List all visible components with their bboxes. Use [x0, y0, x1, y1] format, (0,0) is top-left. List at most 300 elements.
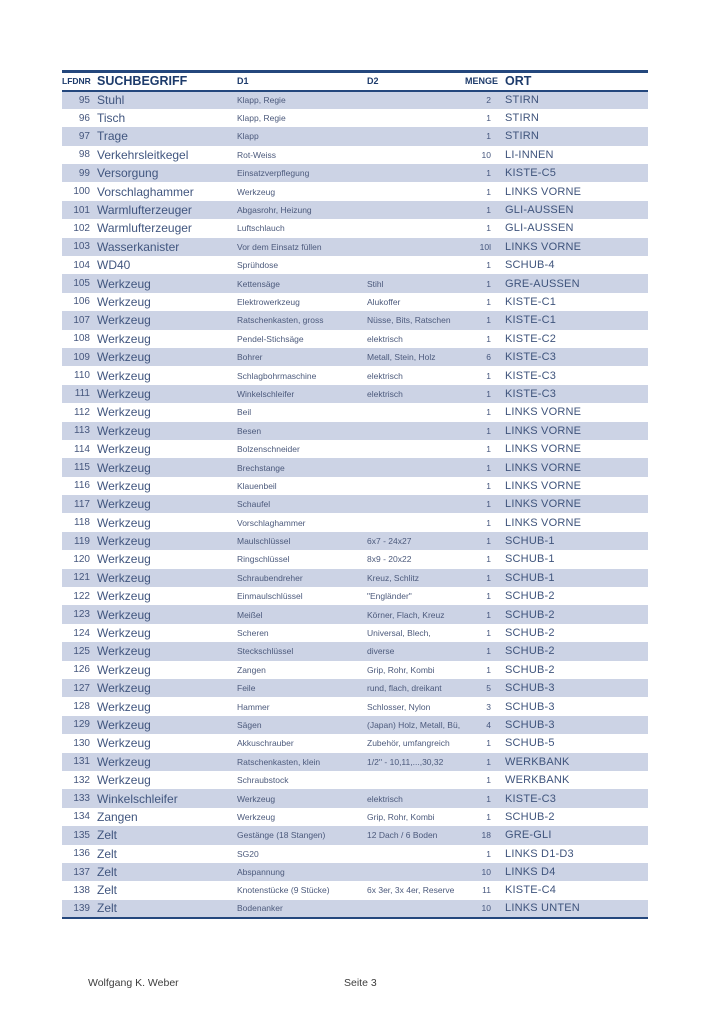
- cell-ort: GRE-GLI: [505, 829, 552, 842]
- cell-d1: Werkzeug: [237, 811, 276, 822]
- cell-menge: 1: [486, 278, 491, 289]
- table-row: [62, 458, 648, 476]
- cell-lfdnr: 126: [73, 664, 90, 676]
- cell-suchbegriff: Trage: [97, 129, 128, 144]
- cell-d1: Ringschlüssel: [237, 554, 290, 565]
- cell-lfdnr: 137: [73, 866, 90, 878]
- table-row: [62, 330, 648, 348]
- table-row: [62, 495, 648, 513]
- cell-d2: Grip, Rohr, Kombi: [367, 811, 435, 822]
- cell-d1: Einmaulschlüssel: [237, 591, 303, 602]
- cell-ort: KISTE-C3: [505, 792, 557, 805]
- cell-suchbegriff: Verkehrsleitkegel: [97, 147, 189, 162]
- table-row: [62, 164, 648, 182]
- cell-suchbegriff: Werkzeug: [97, 717, 151, 732]
- cell-d1: Winkelschleifer: [237, 388, 295, 399]
- table-row: [62, 679, 648, 697]
- cell-ort: KISTE-C3: [505, 369, 557, 382]
- cell-ort: LINKS VORNE: [505, 479, 582, 492]
- cell-d2: "Engländer": [367, 591, 412, 602]
- cell-ort: KISTE-C2: [505, 332, 557, 345]
- cell-suchbegriff: Werkzeug: [97, 773, 151, 788]
- cell-d2: [367, 164, 465, 182]
- cell-menge: 1: [486, 756, 491, 767]
- cell-menge: 1: [486, 260, 491, 271]
- cell-lfdnr: 104: [73, 259, 90, 271]
- cell-lfdnr: 117: [74, 498, 90, 510]
- cell-menge: 5: [486, 683, 491, 694]
- cell-lfdnr: 121: [73, 572, 90, 584]
- cell-suchbegriff: Werkzeug: [97, 589, 151, 604]
- cell-lfdnr: 129: [73, 719, 90, 731]
- cell-lfdnr: 111: [74, 388, 90, 400]
- cell-lfdnr: 116: [74, 480, 90, 492]
- cell-d1: Klapp, Regie: [237, 113, 286, 124]
- cell-ort: LINKS D1-D3: [505, 847, 574, 860]
- cell-lfdnr: 101: [73, 204, 90, 216]
- cell-lfdnr: 95: [78, 94, 90, 106]
- cell-d2: elektrisch: [367, 388, 403, 399]
- table-row: [62, 716, 648, 734]
- cell-d2: elektrisch: [367, 793, 403, 804]
- cell-d1: Sprühdose: [237, 260, 279, 271]
- cell-lfdnr: 114: [74, 443, 90, 455]
- cell-suchbegriff: Zelt: [97, 901, 118, 916]
- table-header: [62, 72, 648, 91]
- cell-d1: Werkzeug: [237, 186, 276, 197]
- cell-d1: Steckschlüssel: [237, 646, 294, 657]
- cell-lfdnr: 105: [73, 278, 90, 290]
- cell-ort: STIRN: [505, 130, 539, 143]
- cell-suchbegriff: Werkzeug: [97, 754, 151, 769]
- footer-page-number: Seite 3: [344, 977, 377, 989]
- cell-lfdnr: 122: [73, 590, 90, 602]
- cell-lfdnr: 97: [78, 130, 90, 142]
- cell-suchbegriff: Zelt: [97, 883, 118, 898]
- cell-menge: 1: [486, 223, 491, 234]
- cell-ort: KISTE-C1: [505, 295, 557, 308]
- cell-lfdnr: 108: [73, 333, 90, 345]
- cell-suchbegriff: Zelt: [97, 846, 118, 861]
- cell-ort: SCHUB-3: [505, 682, 555, 695]
- cell-suchbegriff: Werkzeug: [97, 681, 151, 696]
- cell-lfdnr: 124: [73, 627, 90, 639]
- cell-d1: Elektrowerkzeug: [237, 296, 300, 307]
- cell-ort: WERKBANK: [505, 755, 570, 768]
- cell-d2: [367, 495, 465, 513]
- cell-menge: 1: [486, 793, 491, 804]
- cell-menge: 1: [486, 462, 491, 473]
- cell-menge: 1: [486, 425, 491, 436]
- cell-ort: GRE-AUSSEN: [505, 277, 580, 290]
- cell-d2: Universal, Blech,: [367, 628, 431, 639]
- cell-d2: (Japan) Holz, Metall, Bü,: [367, 719, 461, 730]
- cell-d1: Schaufel: [237, 499, 271, 510]
- cell-lfdnr: 96: [78, 112, 90, 124]
- cell-menge: 2: [486, 95, 491, 106]
- cell-menge: 10l: [479, 241, 491, 252]
- column-header-d1: D1: [237, 76, 249, 87]
- cell-ort: SCHUB-3: [505, 718, 555, 731]
- cell-d2: [367, 201, 465, 219]
- cell-lfdnr: 138: [73, 884, 90, 896]
- cell-d2: Körner, Flach, Kreuz: [367, 609, 445, 620]
- cell-d1: Vorschlaghammer: [237, 517, 306, 528]
- table-row: [62, 219, 648, 237]
- cell-menge: 11: [482, 885, 491, 896]
- cell-lfdnr: 110: [74, 370, 90, 382]
- column-header-menge: MENGE: [465, 76, 499, 87]
- cell-d1: Bohrer: [237, 352, 263, 363]
- cell-suchbegriff: Werkzeug: [97, 626, 151, 641]
- cell-menge: 10: [481, 149, 491, 160]
- header-row: [62, 72, 648, 91]
- cell-d1: Klauenbeil: [237, 480, 277, 491]
- cell-d1: Vor dem Einsatz füllen: [237, 241, 322, 252]
- table-row: [62, 440, 648, 458]
- cell-lfdnr: 125: [73, 645, 90, 657]
- cell-lfdnr: 109: [73, 351, 90, 363]
- cell-d1: Ratschenkasten, klein: [237, 756, 321, 767]
- cell-d1: Feile: [237, 683, 256, 694]
- cell-menge: 1: [486, 628, 491, 639]
- cell-suchbegriff: Warmlufterzeuger: [97, 221, 192, 236]
- page-footer: [0, 977, 724, 993]
- cell-lfdnr: 103: [73, 241, 90, 253]
- table-row: [62, 900, 648, 918]
- cell-d2: elektrisch: [367, 333, 403, 344]
- cell-d1: Maulschlüssel: [237, 536, 291, 547]
- cell-ort: STIRN: [505, 94, 539, 107]
- cell-menge: 10: [481, 867, 491, 878]
- table-row: [62, 422, 648, 440]
- cell-ort: WERKBANK: [505, 774, 570, 787]
- cell-suchbegriff: Werkzeug: [97, 405, 151, 420]
- cell-lfdnr: 120: [73, 553, 90, 565]
- table-row: [62, 274, 648, 292]
- table-row: [62, 385, 648, 403]
- cell-lfdnr: 113: [74, 425, 90, 437]
- cell-menge: 1: [486, 591, 491, 602]
- column-header-lfdnr: LFDNR: [62, 76, 91, 87]
- table-body: [62, 91, 648, 919]
- cell-ort: SCHUB-4: [505, 259, 555, 272]
- cell-d1: Abgasrohr, Heizung: [237, 205, 312, 216]
- table-row: [62, 146, 648, 164]
- cell-menge: 1: [486, 480, 491, 491]
- cell-suchbegriff: Warmlufterzeuger: [97, 203, 192, 218]
- cell-suchbegriff: Tisch: [97, 111, 126, 126]
- cell-suchbegriff: Zelt: [97, 865, 118, 880]
- cell-d1: Klapp, Regie: [237, 95, 286, 106]
- table-row: [62, 293, 648, 311]
- cell-menge: 1: [486, 205, 491, 216]
- cell-d2: [367, 256, 465, 274]
- cell-d1: Kettensäge: [237, 278, 281, 289]
- cell-d2: Metall, Stein, Holz: [367, 352, 436, 363]
- cell-ort: KISTE-C1: [505, 314, 557, 327]
- cell-d1: Hammer: [237, 701, 270, 712]
- cell-d2: [367, 458, 465, 476]
- table-row: [62, 845, 648, 863]
- cell-d2: rund, flach, dreikant: [367, 683, 442, 694]
- cell-d1: Luftschlauch: [237, 223, 285, 234]
- column-header-d2: D2: [367, 76, 379, 87]
- cell-d1: Einsatzverpflegung: [237, 168, 310, 179]
- cell-d2: 8x9 - 20x22: [367, 554, 412, 565]
- table-row: [62, 91, 648, 109]
- cell-menge: 3: [486, 701, 491, 712]
- cell-menge: 1: [486, 296, 491, 307]
- cell-ort: SCHUB-2: [505, 590, 555, 603]
- cell-d1: Beil: [237, 407, 252, 418]
- table-row: [62, 550, 648, 568]
- cell-menge: 1: [486, 333, 491, 344]
- cell-ort: LI-INNEN: [505, 148, 554, 161]
- cell-d1: Akkuschrauber: [237, 738, 294, 749]
- cell-menge: 1: [486, 370, 491, 381]
- table-row: [62, 366, 648, 384]
- cell-menge: 10: [481, 903, 491, 914]
- table-row: [62, 403, 648, 421]
- cell-d2: [367, 109, 465, 127]
- cell-d1: Brechstange: [237, 462, 285, 473]
- cell-d2: [367, 513, 465, 531]
- cell-d2: [367, 422, 465, 440]
- cell-lfdnr: 118: [74, 517, 90, 529]
- cell-suchbegriff: Werkzeug: [97, 294, 151, 309]
- cell-suchbegriff: Wasserkanister: [97, 239, 180, 254]
- table-row: [62, 753, 648, 771]
- table-row: [62, 348, 648, 366]
- cell-menge: 1: [486, 554, 491, 565]
- table-row: [62, 109, 648, 127]
- cell-d2: 6x7 - 24x27: [367, 536, 412, 547]
- table-row: [62, 569, 648, 587]
- cell-ort: LINKS VORNE: [505, 461, 582, 474]
- cell-lfdnr: 127: [73, 682, 90, 694]
- cell-d2: Stihl: [367, 278, 384, 289]
- cell-d2: 1/2'' - 10,11,...,30,32: [367, 756, 444, 767]
- cell-lfdnr: 139: [73, 902, 90, 914]
- cell-d2: Grip, Rohr, Kombi: [367, 664, 435, 675]
- cell-suchbegriff: Werkzeug: [97, 644, 151, 659]
- cell-ort: SCHUB-2: [505, 663, 555, 676]
- cell-ort: KISTE-C5: [505, 167, 557, 180]
- cell-ort: KISTE-C3: [505, 387, 557, 400]
- cell-d1: Schraubstock: [237, 775, 289, 786]
- cell-lfdnr: 134: [73, 811, 90, 823]
- cell-menge: 1: [486, 811, 491, 822]
- cell-d1: Scheren: [237, 628, 269, 639]
- cell-lfdnr: 106: [73, 296, 90, 308]
- cell-d2: Alukoffer: [367, 296, 401, 307]
- cell-ort: SCHUB-2: [505, 645, 555, 658]
- cell-d2: [367, 900, 465, 918]
- cell-menge: 4: [486, 719, 491, 730]
- cell-menge: 1: [486, 499, 491, 510]
- cell-suchbegriff: Werkzeug: [97, 570, 151, 585]
- footer-author: Wolfgang K. Weber: [88, 977, 179, 989]
- table-row: [62, 734, 648, 752]
- cell-suchbegriff: Werkzeug: [97, 386, 151, 401]
- cell-lfdnr: 107: [73, 314, 90, 326]
- cell-d2: [367, 440, 465, 458]
- cell-d2: Kreuz, Schlitz: [367, 572, 419, 583]
- table-row: [62, 513, 648, 531]
- cell-menge: 1: [486, 572, 491, 583]
- cell-d1: Zangen: [237, 664, 266, 675]
- table-row: [62, 477, 648, 495]
- cell-suchbegriff: Vorschlaghammer: [97, 184, 194, 199]
- table-row: [62, 697, 648, 715]
- cell-lfdnr: 100: [73, 186, 90, 198]
- table-row: [62, 238, 648, 256]
- cell-d2: diverse: [367, 646, 395, 657]
- cell-d2: [367, 771, 465, 789]
- cell-d1: Bolzenschneider: [237, 444, 300, 455]
- cell-d1: Gestänge (18 Stangen): [237, 830, 326, 841]
- cell-lfdnr: 132: [73, 774, 90, 786]
- cell-menge: 1: [486, 444, 491, 455]
- cell-menge: 1: [486, 113, 491, 124]
- cell-ort: LINKS VORNE: [505, 185, 582, 198]
- cell-ort: SCHUB-2: [505, 627, 555, 640]
- cell-menge: 1: [486, 407, 491, 418]
- cell-suchbegriff: Werkzeug: [97, 276, 151, 291]
- table-row: [62, 605, 648, 623]
- cell-ort: KISTE-C4: [505, 884, 557, 897]
- table-row: [62, 789, 648, 807]
- cell-menge: 1: [486, 517, 491, 528]
- cell-d2: Zubehör, umfangreich: [367, 738, 450, 749]
- cell-suchbegriff: Werkzeug: [97, 423, 151, 438]
- cell-lfdnr: 136: [73, 848, 90, 860]
- cell-lfdnr: 128: [73, 701, 90, 713]
- cell-d2: Nüsse, Bits, Ratschen: [367, 315, 451, 326]
- cell-menge: 1: [486, 609, 491, 620]
- cell-d1: Werkzeug: [237, 793, 276, 804]
- cell-suchbegriff: Werkzeug: [97, 534, 151, 549]
- table-row: [62, 826, 648, 844]
- cell-ort: LINKS VORNE: [505, 498, 582, 511]
- cell-menge: 1: [486, 848, 491, 859]
- table-row: [62, 771, 648, 789]
- cell-d2: [367, 127, 465, 145]
- cell-ort: SCHUB-1: [505, 535, 555, 548]
- cell-d1: Meißel: [237, 609, 263, 620]
- inventory-table-container: [62, 70, 648, 919]
- column-header-ort: ORT: [505, 74, 532, 89]
- cell-suchbegriff: WD40: [97, 258, 131, 273]
- cell-d2: 12 Dach / 6 Boden: [367, 830, 438, 841]
- cell-suchbegriff: Werkzeug: [97, 662, 151, 677]
- cell-suchbegriff: Versorgung: [97, 166, 159, 181]
- cell-menge: 1: [486, 775, 491, 786]
- inventory-table: [62, 70, 648, 919]
- cell-d1: Schlagbohrmaschine: [237, 370, 317, 381]
- table-row: [62, 863, 648, 881]
- cell-menge: 18: [481, 830, 491, 841]
- cell-d1: Abspannung: [237, 867, 285, 878]
- cell-ort: LINKS UNTEN: [505, 902, 580, 915]
- cell-d2: [367, 146, 465, 164]
- cell-d1: SG20: [237, 848, 259, 859]
- cell-d1: Pendel-Stichsäge: [237, 333, 304, 344]
- cell-ort: LINKS VORNE: [505, 406, 582, 419]
- table-row: [62, 661, 648, 679]
- cell-lfdnr: 123: [73, 609, 90, 621]
- cell-d2: Schlosser, Nylon: [367, 701, 431, 712]
- cell-ort: LINKS VORNE: [505, 516, 582, 529]
- cell-ort: SCHUB-1: [505, 553, 555, 566]
- cell-ort: STIRN: [505, 112, 539, 125]
- cell-d1: Besen: [237, 425, 262, 436]
- cell-d1: Bodenanker: [237, 903, 283, 914]
- cell-suchbegriff: Werkzeug: [97, 350, 151, 365]
- cell-d2: [367, 182, 465, 200]
- cell-suchbegriff: Werkzeug: [97, 313, 151, 328]
- cell-lfdnr: 119: [74, 535, 90, 547]
- cell-ort: SCHUB-3: [505, 700, 555, 713]
- cell-menge: 1: [486, 388, 491, 399]
- cell-d1: Knotenstücke (9 Stücke): [237, 885, 330, 896]
- cell-lfdnr: 133: [73, 793, 90, 805]
- table-row: [62, 182, 648, 200]
- cell-d2: [367, 238, 465, 256]
- cell-lfdnr: 99: [78, 167, 90, 179]
- cell-d1: Ratschenkasten, gross: [237, 315, 324, 326]
- cell-lfdnr: 131: [73, 756, 90, 768]
- cell-d2: elektrisch: [367, 370, 403, 381]
- table-row: [62, 587, 648, 605]
- cell-suchbegriff: Werkzeug: [97, 736, 151, 751]
- cell-suchbegriff: Werkzeug: [97, 515, 151, 530]
- cell-menge: 1: [486, 536, 491, 547]
- cell-ort: GLI-AUSSEN: [505, 222, 574, 235]
- cell-ort: LINKS VORNE: [505, 443, 582, 456]
- cell-ort: SCHUB-5: [505, 737, 555, 750]
- table-row: [62, 127, 648, 145]
- cell-suchbegriff: Werkzeug: [97, 552, 151, 567]
- table-row: [62, 881, 648, 899]
- cell-lfdnr: 98: [78, 149, 90, 161]
- table-row: [62, 256, 648, 274]
- cell-ort: LINKS VORNE: [505, 240, 582, 253]
- cell-menge: 1: [486, 168, 491, 179]
- cell-suchbegriff: Werkzeug: [97, 368, 151, 383]
- cell-suchbegriff: Stuhl: [97, 93, 125, 108]
- cell-suchbegriff: Werkzeug: [97, 460, 151, 475]
- table-row: [62, 532, 648, 550]
- table-row: [62, 624, 648, 642]
- cell-suchbegriff: Zangen: [97, 809, 138, 824]
- cell-lfdnr: 102: [73, 222, 90, 234]
- cell-ort: SCHUB-1: [505, 571, 555, 584]
- cell-d2: [367, 91, 465, 109]
- cell-d2: [367, 863, 465, 881]
- cell-d1: Schraubendreher: [237, 572, 303, 583]
- cell-suchbegriff: Winkelschleifer: [97, 791, 178, 806]
- cell-ort: SCHUB-2: [505, 810, 555, 823]
- cell-d1: Klapp: [237, 131, 259, 142]
- cell-d2: [367, 477, 465, 495]
- cell-ort: LINKS D4: [505, 866, 556, 879]
- cell-suchbegriff: Zelt: [97, 828, 118, 843]
- cell-ort: GLI-AUSSEN: [505, 204, 574, 217]
- cell-menge: 1: [486, 738, 491, 749]
- cell-d2: 6x 3er, 3x 4er, Reserve: [367, 885, 455, 896]
